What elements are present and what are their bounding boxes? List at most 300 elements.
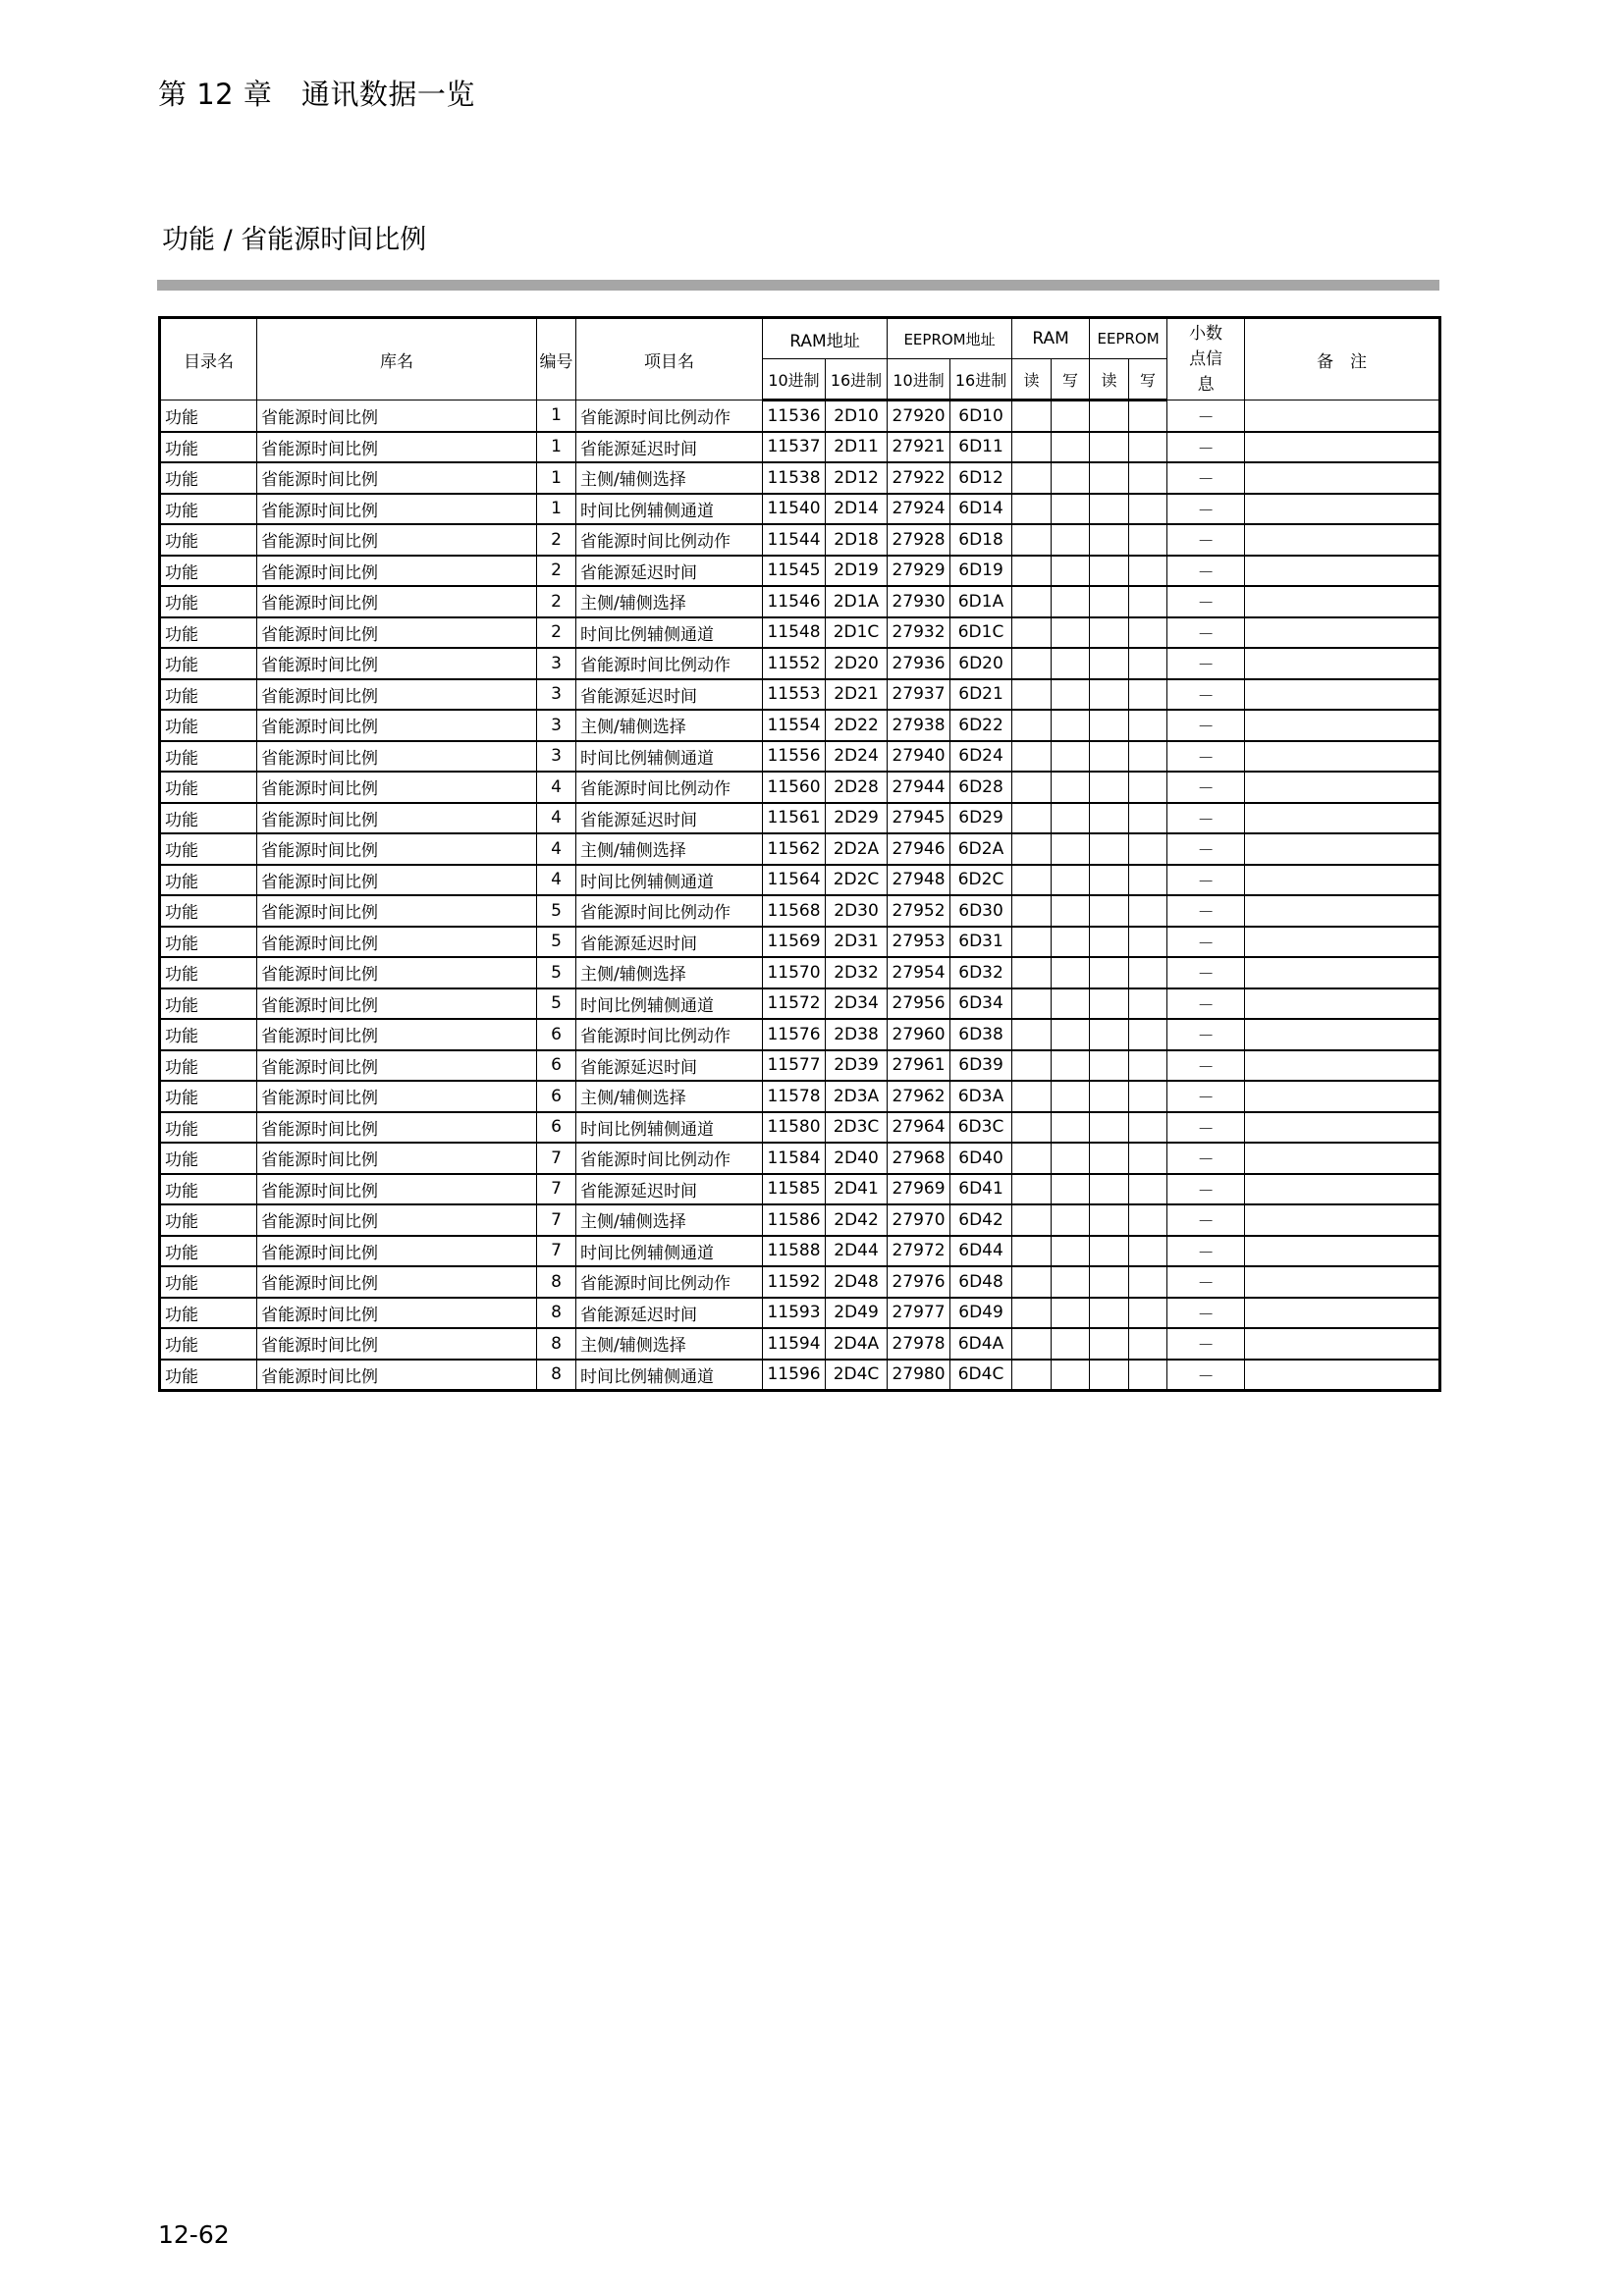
- cell-catalog: 功能: [160, 556, 257, 587]
- cell-eeprom-write: [1129, 833, 1167, 865]
- cell-catalog: 功能: [160, 462, 257, 494]
- cell-remarks: [1245, 1204, 1440, 1236]
- cell-eeprom-write: [1129, 895, 1167, 927]
- cell-library: 省能源时间比例: [257, 679, 537, 711]
- cell-eeprom-dec: 27952: [888, 895, 950, 927]
- cell-number: 2: [537, 556, 576, 587]
- cell-number: 2: [537, 524, 576, 556]
- table-row: [160, 710, 1440, 741]
- cell-eeprom-read: [1090, 1174, 1129, 1205]
- cell-ram-dec: 11593: [763, 1298, 826, 1329]
- cell-catalog: 功能: [160, 957, 257, 988]
- cell-decimal-info: －: [1167, 957, 1245, 988]
- cell-library: 省能源时间比例: [257, 462, 537, 494]
- cell-catalog: 功能: [160, 400, 257, 432]
- cell-catalog: 功能: [160, 1019, 257, 1050]
- cell-item: 主侧/辅侧选择: [576, 462, 763, 494]
- cell-ram-read: [1012, 1204, 1052, 1236]
- cell-ram-read: [1012, 927, 1052, 958]
- cell-item: 省能源时间比例动作: [576, 1143, 763, 1174]
- table-row: [160, 1143, 1440, 1174]
- cell-ram-dec: 11585: [763, 1174, 826, 1205]
- cell-eeprom-read: [1090, 1019, 1129, 1050]
- table-row: [160, 648, 1440, 679]
- cell-eeprom-hex: 6D41: [950, 1174, 1012, 1205]
- cell-ram-read: [1012, 1360, 1052, 1391]
- header-eeprom: EEPROM: [1090, 318, 1167, 359]
- cell-ram-write: [1052, 679, 1090, 711]
- table-row: [160, 1298, 1440, 1329]
- cell-decimal-info: －: [1167, 432, 1245, 463]
- cell-decimal-info: －: [1167, 586, 1245, 617]
- cell-eeprom-dec: 27962: [888, 1081, 950, 1112]
- cell-eeprom-read: [1090, 895, 1129, 927]
- cell-library: 省能源时间比例: [257, 617, 537, 649]
- cell-number: 5: [537, 957, 576, 988]
- cell-number: 5: [537, 988, 576, 1020]
- cell-eeprom-dec: 27938: [888, 710, 950, 741]
- cell-eeprom-dec: 27968: [888, 1143, 950, 1174]
- cell-ram-write: [1052, 957, 1090, 988]
- cell-library: 省能源时间比例: [257, 432, 537, 463]
- cell-remarks: [1245, 1081, 1440, 1112]
- cell-eeprom-hex: 6D1A: [950, 586, 1012, 617]
- cell-ram-dec: 11553: [763, 679, 826, 711]
- table-row: [160, 617, 1440, 649]
- cell-catalog: 功能: [160, 1298, 257, 1329]
- cell-decimal-info: －: [1167, 1204, 1245, 1236]
- cell-catalog: 功能: [160, 895, 257, 927]
- cell-decimal-info: －: [1167, 1112, 1245, 1144]
- cell-number: 8: [537, 1298, 576, 1329]
- cell-remarks: [1245, 1019, 1440, 1050]
- cell-decimal-info: －: [1167, 556, 1245, 587]
- header-catalog: 目录名: [160, 318, 257, 400]
- cell-decimal-info: －: [1167, 1360, 1245, 1391]
- cell-number: 1: [537, 400, 576, 432]
- cell-ram-dec: 11546: [763, 586, 826, 617]
- cell-decimal-info: －: [1167, 741, 1245, 773]
- cell-ram-read: [1012, 1298, 1052, 1329]
- cell-number: 7: [537, 1204, 576, 1236]
- cell-catalog: 功能: [160, 710, 257, 741]
- cell-ram-hex: 2D32: [826, 957, 888, 988]
- cell-remarks: [1245, 927, 1440, 958]
- cell-ram-read: [1012, 648, 1052, 679]
- cell-eeprom-write: [1129, 400, 1167, 432]
- cell-ram-read: [1012, 895, 1052, 927]
- cell-eeprom-dec: 27932: [888, 617, 950, 649]
- cell-number: 2: [537, 586, 576, 617]
- cell-eeprom-read: [1090, 617, 1129, 649]
- cell-eeprom-write: [1129, 927, 1167, 958]
- table-row: [160, 988, 1440, 1020]
- cell-eeprom-write: [1129, 1204, 1167, 1236]
- cell-number: 7: [537, 1174, 576, 1205]
- cell-eeprom-dec: 27944: [888, 772, 950, 803]
- cell-eeprom-dec: 27920: [888, 400, 950, 432]
- cell-decimal-info: －: [1167, 524, 1245, 556]
- cell-ram-hex: 2D11: [826, 432, 888, 463]
- table-row: [160, 586, 1440, 617]
- cell-eeprom-dec: 27945: [888, 803, 950, 834]
- cell-remarks: [1245, 648, 1440, 679]
- table-row: [160, 494, 1440, 525]
- cell-ram-write: [1052, 648, 1090, 679]
- cell-decimal-info: －: [1167, 710, 1245, 741]
- cell-eeprom-dec: 27936: [888, 648, 950, 679]
- cell-item: 主侧/辅侧选择: [576, 586, 763, 617]
- table-row: [160, 1081, 1440, 1112]
- cell-eeprom-read: [1090, 710, 1129, 741]
- cell-decimal-info: －: [1167, 1298, 1245, 1329]
- cell-eeprom-write: [1129, 803, 1167, 834]
- cell-library: 省能源时间比例: [257, 988, 537, 1020]
- cell-library: 省能源时间比例: [257, 833, 537, 865]
- cell-eeprom-dec: 27946: [888, 833, 950, 865]
- cell-catalog: 功能: [160, 803, 257, 834]
- cell-eeprom-dec: 27928: [888, 524, 950, 556]
- cell-ram-hex: 2D3A: [826, 1081, 888, 1112]
- header-decimal-info: 小数点信息: [1167, 318, 1245, 400]
- cell-ram-hex: 2D44: [826, 1236, 888, 1267]
- cell-item: 时间比例辅侧通道: [576, 617, 763, 649]
- cell-item: 省能源延迟时间: [576, 1298, 763, 1329]
- cell-ram-dec: 11548: [763, 617, 826, 649]
- cell-eeprom-write: [1129, 1019, 1167, 1050]
- cell-remarks: [1245, 741, 1440, 773]
- cell-library: 省能源时间比例: [257, 1050, 537, 1082]
- cell-remarks: [1245, 957, 1440, 988]
- cell-remarks: [1245, 586, 1440, 617]
- cell-item: 省能源时间比例动作: [576, 895, 763, 927]
- cell-eeprom-read: [1090, 648, 1129, 679]
- cell-eeprom-read: [1090, 741, 1129, 773]
- header-eeprom-write: 写: [1129, 359, 1167, 400]
- cell-ram-hex: 2D1A: [826, 586, 888, 617]
- cell-ram-dec: 11588: [763, 1236, 826, 1267]
- cell-number: 1: [537, 494, 576, 525]
- cell-ram-write: [1052, 803, 1090, 834]
- cell-remarks: [1245, 988, 1440, 1020]
- cell-eeprom-read: [1090, 833, 1129, 865]
- cell-ram-hex: 2D3C: [826, 1112, 888, 1144]
- cell-eeprom-write: [1129, 1050, 1167, 1082]
- cell-eeprom-read: [1090, 462, 1129, 494]
- cell-remarks: [1245, 865, 1440, 896]
- cell-decimal-info: －: [1167, 1328, 1245, 1360]
- cell-remarks: [1245, 1236, 1440, 1267]
- cell-ram-hex: 2D40: [826, 1143, 888, 1174]
- cell-item: 省能源延迟时间: [576, 679, 763, 711]
- cell-catalog: 功能: [160, 1081, 257, 1112]
- cell-eeprom-read: [1090, 988, 1129, 1020]
- cell-library: 省能源时间比例: [257, 803, 537, 834]
- cell-library: 省能源时间比例: [257, 586, 537, 617]
- cell-ram-read: [1012, 957, 1052, 988]
- table-row: [160, 1019, 1440, 1050]
- cell-ram-dec: 11540: [763, 494, 826, 525]
- cell-number: 8: [537, 1328, 576, 1360]
- cell-eeprom-hex: 6D21: [950, 679, 1012, 711]
- table-row: [160, 1174, 1440, 1205]
- header-ram-hex: 16进制: [826, 359, 888, 400]
- cell-number: 7: [537, 1143, 576, 1174]
- cell-ram-read: [1012, 1236, 1052, 1267]
- cell-eeprom-write: [1129, 432, 1167, 463]
- cell-eeprom-read: [1090, 1236, 1129, 1267]
- table-row: [160, 679, 1440, 711]
- cell-ram-read: [1012, 1174, 1052, 1205]
- cell-ram-hex: 2D34: [826, 988, 888, 1020]
- cell-ram-hex: 2D20: [826, 648, 888, 679]
- cell-eeprom-hex: 6D12: [950, 462, 1012, 494]
- cell-item: 主侧/辅侧选择: [576, 710, 763, 741]
- cell-library: 省能源时间比例: [257, 400, 537, 432]
- cell-library: 省能源时间比例: [257, 494, 537, 525]
- cell-decimal-info: －: [1167, 1143, 1245, 1174]
- cell-eeprom-dec: 27960: [888, 1019, 950, 1050]
- section-title: 功能 / 省能源时间比例: [162, 225, 427, 255]
- cell-catalog: 功能: [160, 1050, 257, 1082]
- table-row: [160, 803, 1440, 834]
- cell-eeprom-write: [1129, 679, 1167, 711]
- cell-catalog: 功能: [160, 1236, 257, 1267]
- table-row: [160, 865, 1440, 896]
- cell-ram-dec: 11586: [763, 1204, 826, 1236]
- cell-item: 省能源延迟时间: [576, 1050, 763, 1082]
- cell-ram-read: [1012, 833, 1052, 865]
- cell-catalog: 功能: [160, 1112, 257, 1144]
- cell-ram-write: [1052, 895, 1090, 927]
- cell-eeprom-write: [1129, 1328, 1167, 1360]
- cell-ram-read: [1012, 462, 1052, 494]
- cell-remarks: [1245, 1050, 1440, 1082]
- cell-ram-dec: 11578: [763, 1081, 826, 1112]
- cell-decimal-info: －: [1167, 1236, 1245, 1267]
- cell-library: 省能源时间比例: [257, 1112, 537, 1144]
- cell-ram-dec: 11554: [763, 710, 826, 741]
- cell-ram-dec: 11577: [763, 1050, 826, 1082]
- cell-number: 4: [537, 803, 576, 834]
- cell-eeprom-read: [1090, 772, 1129, 803]
- table-row: [160, 400, 1440, 432]
- cell-library: 省能源时间比例: [257, 1266, 537, 1298]
- cell-eeprom-write: [1129, 741, 1167, 773]
- table-row: [160, 1328, 1440, 1360]
- header-library: 库名: [257, 318, 537, 400]
- cell-eeprom-write: [1129, 462, 1167, 494]
- cell-ram-dec: 11576: [763, 1019, 826, 1050]
- header-remarks: 备 注: [1245, 318, 1440, 400]
- cell-eeprom-dec: 27924: [888, 494, 950, 525]
- cell-library: 省能源时间比例: [257, 772, 537, 803]
- cell-eeprom-write: [1129, 957, 1167, 988]
- cell-decimal-info: －: [1167, 1266, 1245, 1298]
- cell-eeprom-write: [1129, 648, 1167, 679]
- cell-ram-dec: 11596: [763, 1360, 826, 1391]
- cell-ram-hex: 2D24: [826, 741, 888, 773]
- cell-ram-read: [1012, 772, 1052, 803]
- cell-remarks: [1245, 1360, 1440, 1391]
- header-ram: RAM: [1012, 318, 1090, 359]
- cell-decimal-info: －: [1167, 927, 1245, 958]
- cell-ram-write: [1052, 1204, 1090, 1236]
- cell-eeprom-hex: 6D42: [950, 1204, 1012, 1236]
- cell-ram-read: [1012, 1266, 1052, 1298]
- cell-eeprom-read: [1090, 957, 1129, 988]
- cell-eeprom-write: [1129, 1081, 1167, 1112]
- cell-eeprom-hex: 6D1C: [950, 617, 1012, 649]
- cell-number: 4: [537, 865, 576, 896]
- cell-eeprom-write: [1129, 1266, 1167, 1298]
- cell-item: 省能源时间比例动作: [576, 400, 763, 432]
- cell-eeprom-hex: 6D19: [950, 556, 1012, 587]
- cell-library: 省能源时间比例: [257, 556, 537, 587]
- cell-ram-read: [1012, 400, 1052, 432]
- table-row: [160, 524, 1440, 556]
- table-row: [160, 1204, 1440, 1236]
- cell-library: 省能源时间比例: [257, 865, 537, 896]
- cell-ram-hex: 2D39: [826, 1050, 888, 1082]
- cell-eeprom-hex: 6D3A: [950, 1081, 1012, 1112]
- cell-number: 6: [537, 1112, 576, 1144]
- cell-eeprom-read: [1090, 494, 1129, 525]
- cell-ram-write: [1052, 1360, 1090, 1391]
- cell-ram-write: [1052, 1328, 1090, 1360]
- cell-ram-dec: 11552: [763, 648, 826, 679]
- cell-decimal-info: －: [1167, 462, 1245, 494]
- cell-eeprom-hex: 6D10: [950, 400, 1012, 432]
- cell-eeprom-read: [1090, 927, 1129, 958]
- cell-eeprom-hex: 6D40: [950, 1143, 1012, 1174]
- cell-ram-dec: 11592: [763, 1266, 826, 1298]
- table-row: [160, 895, 1440, 927]
- cell-eeprom-write: [1129, 865, 1167, 896]
- cell-number: 8: [537, 1360, 576, 1391]
- cell-ram-read: [1012, 1328, 1052, 1360]
- cell-ram-write: [1052, 741, 1090, 773]
- cell-eeprom-hex: 6D14: [950, 494, 1012, 525]
- cell-eeprom-hex: 6D3C: [950, 1112, 1012, 1144]
- cell-ram-write: [1052, 865, 1090, 896]
- cell-number: 6: [537, 1081, 576, 1112]
- cell-ram-hex: 2D28: [826, 772, 888, 803]
- cell-remarks: [1245, 556, 1440, 587]
- cell-item: 省能源延迟时间: [576, 556, 763, 587]
- table-row: [160, 1360, 1440, 1391]
- cell-item: 省能源延迟时间: [576, 927, 763, 958]
- cell-eeprom-read: [1090, 400, 1129, 432]
- cell-eeprom-write: [1129, 988, 1167, 1020]
- cell-eeprom-dec: 27961: [888, 1050, 950, 1082]
- cell-eeprom-dec: 27977: [888, 1298, 950, 1329]
- table-row: [160, 432, 1440, 463]
- cell-decimal-info: －: [1167, 1081, 1245, 1112]
- cell-library: 省能源时间比例: [257, 741, 537, 773]
- cell-number: 3: [537, 679, 576, 711]
- cell-decimal-info: －: [1167, 1019, 1245, 1050]
- cell-remarks: [1245, 772, 1440, 803]
- cell-eeprom-read: [1090, 1298, 1129, 1329]
- cell-decimal-info: －: [1167, 679, 1245, 711]
- cell-decimal-info: －: [1167, 772, 1245, 803]
- cell-ram-write: [1052, 1112, 1090, 1144]
- cell-eeprom-dec: 27930: [888, 586, 950, 617]
- cell-eeprom-hex: 6D38: [950, 1019, 1012, 1050]
- cell-ram-dec: 11560: [763, 772, 826, 803]
- cell-ram-read: [1012, 865, 1052, 896]
- cell-ram-dec: 11562: [763, 833, 826, 865]
- cell-library: 省能源时间比例: [257, 1298, 537, 1329]
- cell-item: 时间比例辅侧通道: [576, 1112, 763, 1144]
- cell-eeprom-read: [1090, 1328, 1129, 1360]
- cell-catalog: 功能: [160, 617, 257, 649]
- cell-ram-read: [1012, 803, 1052, 834]
- cell-ram-dec: 11536: [763, 400, 826, 432]
- cell-ram-read: [1012, 1143, 1052, 1174]
- cell-ram-write: [1052, 400, 1090, 432]
- cell-remarks: [1245, 617, 1440, 649]
- cell-catalog: 功能: [160, 494, 257, 525]
- cell-ram-dec: 11538: [763, 462, 826, 494]
- cell-library: 省能源时间比例: [257, 1204, 537, 1236]
- cell-decimal-info: －: [1167, 1174, 1245, 1205]
- cell-ram-hex: 2D31: [826, 927, 888, 958]
- cell-eeprom-read: [1090, 432, 1129, 463]
- table-row: [160, 957, 1440, 988]
- table-row: [160, 1236, 1440, 1267]
- cell-decimal-info: －: [1167, 865, 1245, 896]
- cell-number: 4: [537, 772, 576, 803]
- chapter-heading: 第 12 章 通讯数据一览: [158, 78, 475, 111]
- cell-catalog: 功能: [160, 524, 257, 556]
- cell-remarks: [1245, 710, 1440, 741]
- cell-ram-read: [1012, 1081, 1052, 1112]
- cell-ram-read: [1012, 1050, 1052, 1082]
- cell-ram-read: [1012, 710, 1052, 741]
- page-number: 12-62: [158, 2220, 230, 2249]
- cell-ram-write: [1052, 586, 1090, 617]
- cell-eeprom-dec: 27921: [888, 432, 950, 463]
- cell-ram-hex: 2D21: [826, 679, 888, 711]
- cell-number: 8: [537, 1266, 576, 1298]
- cell-eeprom-hex: 6D30: [950, 895, 1012, 927]
- cell-library: 省能源时间比例: [257, 1081, 537, 1112]
- cell-remarks: [1245, 1298, 1440, 1329]
- cell-eeprom-dec: 27948: [888, 865, 950, 896]
- cell-eeprom-write: [1129, 1174, 1167, 1205]
- cell-library: 省能源时间比例: [257, 1236, 537, 1267]
- cell-eeprom-dec: 27940: [888, 741, 950, 773]
- cell-number: 6: [537, 1019, 576, 1050]
- cell-decimal-info: －: [1167, 988, 1245, 1020]
- cell-ram-write: [1052, 1081, 1090, 1112]
- cell-eeprom-write: [1129, 1236, 1167, 1267]
- cell-eeprom-hex: 6D32: [950, 957, 1012, 988]
- cell-item: 主侧/辅侧选择: [576, 833, 763, 865]
- cell-eeprom-dec: 27980: [888, 1360, 950, 1391]
- cell-eeprom-dec: 27964: [888, 1112, 950, 1144]
- cell-catalog: 功能: [160, 586, 257, 617]
- cell-eeprom-read: [1090, 803, 1129, 834]
- cell-eeprom-dec: 27922: [888, 462, 950, 494]
- cell-number: 6: [537, 1050, 576, 1082]
- cell-eeprom-hex: 6D2A: [950, 833, 1012, 865]
- cell-item: 时间比例辅侧通道: [576, 1236, 763, 1267]
- cell-catalog: 功能: [160, 988, 257, 1020]
- cell-catalog: 功能: [160, 741, 257, 773]
